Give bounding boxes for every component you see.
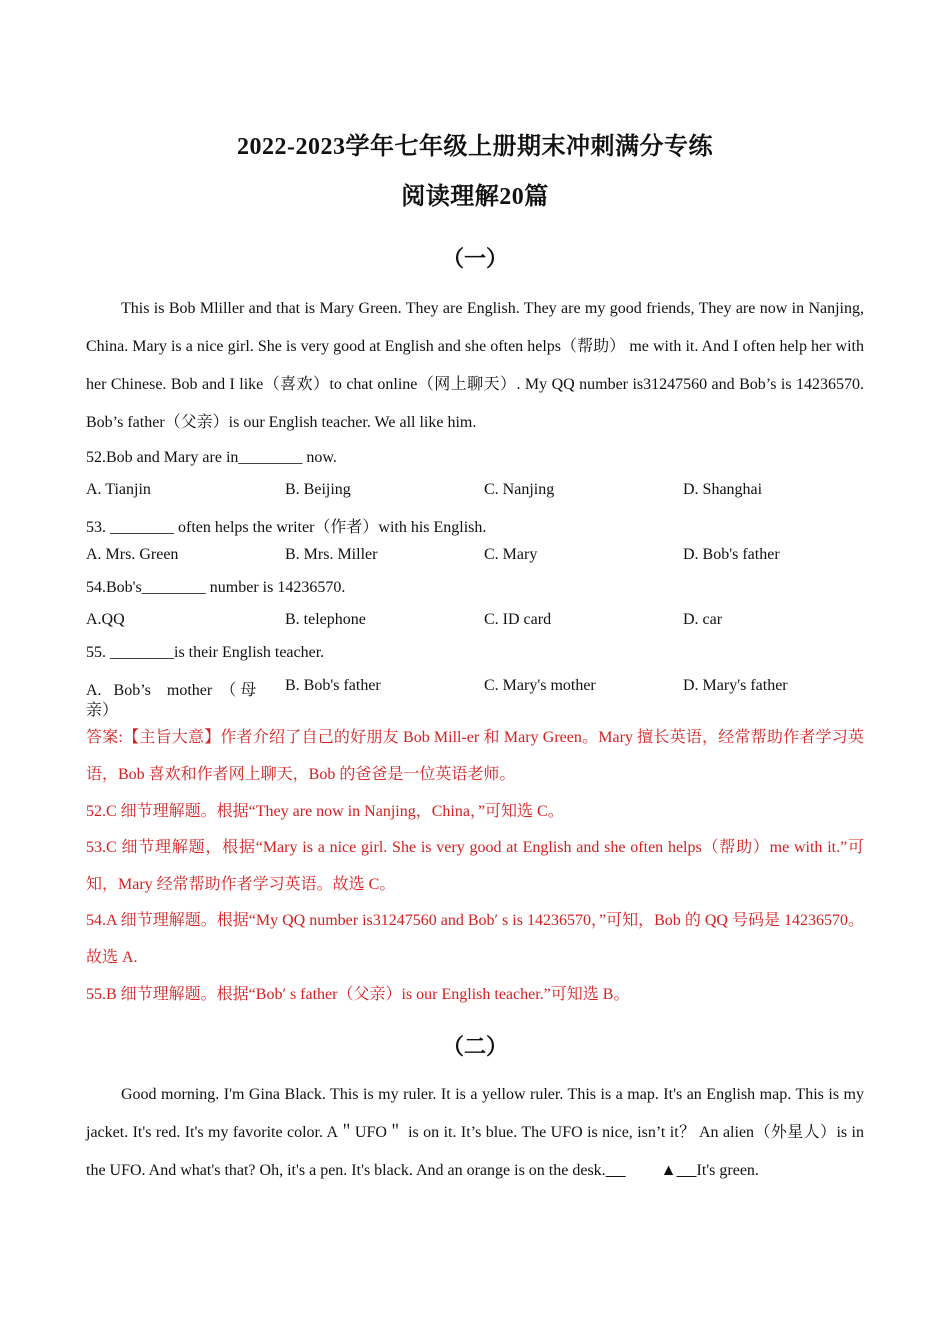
question-54-options (86, 611, 886, 633)
question-52-stem: 52.Bob and Mary are in________ now. (86, 449, 337, 466)
option-a: A. Tianjin (86, 481, 151, 498)
section-1-heading: （一） (441, 246, 508, 271)
answer-54: 54.A 细节理解题。根据“My QQ number is31247560 and Bob′ s is 14236570，”可知，Bob 的 QQ 号码是 14236570。故选 A. (86, 912, 864, 966)
section-2-heading: （二） (441, 1034, 508, 1059)
answer-52: 52.C 细节理解题。根据“They are now in Nanjing，China，”可知选 C。 (86, 803, 564, 820)
option-b: B. Bob's father (285, 677, 381, 694)
option-c: C. Mary (484, 546, 538, 563)
option-c: C. ID card (484, 611, 552, 628)
option-c: C. Mary's mother (484, 677, 596, 694)
option-a-wrap: 亲） (86, 702, 119, 719)
title-line-2: 阅读理解20篇 (401, 184, 549, 210)
option-a: A. Mrs. Green (86, 546, 179, 563)
passage-text-end: It's green. (696, 1162, 759, 1179)
option-b: B. telephone (285, 611, 366, 628)
option-a: A. Bob’s mother （ 母 (86, 682, 257, 699)
answer-blank (606, 1162, 697, 1179)
option-d: D. Bob's father (683, 546, 780, 563)
section-1-passage: This is Bob Mliller and that is Mary Green. They are English. They are my good friends, They are now in Nanjing, China. Mary is a nice girl. She is very good at English and she often helps（帮助） me with it. And I often help her with her Chinese. Bob and I like（喜欢）to chat online（网上聊天）. My QQ number is31247560 and Bob’s is 14236570. Bob’s father（父亲）is our English teacher. We all like him. (86, 300, 864, 431)
option-d: D. Mary's father (683, 677, 788, 694)
answer-summary: 答案:【主旨大意】作者介绍了自己的好朋友 Bob Mill-er 和 Mary Green。Mary 擅长英语，经常帮助作者学习英语，Bob 喜欢和作者网上聊天，Bob 的爸爸是一位英语老师。 (86, 729, 864, 783)
question-55-options (86, 677, 886, 699)
section-2-passage (86, 1076, 864, 1190)
option-d: D. car (683, 611, 723, 628)
question-52-options (86, 481, 886, 503)
title-line-1: 2022-2023学年七年级上册期末冲刺满分专练 (237, 134, 713, 160)
question-55-stem: 55. ________is their English teacher. (86, 644, 325, 661)
option-b: B. Mrs. Miller (285, 546, 378, 563)
option-b: B. Beijing (285, 481, 351, 498)
answer-53: 53.C 细节理解题，根据“Mary is a nice girl. She is very good at English and she often helps（帮助）me with it.”可知，Mary 经常帮助作者学习英语。故选 C。 (86, 839, 864, 893)
option-c: C. Nanjing (484, 481, 555, 498)
passage-text: Good morning. I'm Gina Black. This is my ruler. It is a yellow ruler. This is a map. It's an English map. This is my jacket. It's red. It's my favorite color. A＂UFO＂ is on it. It’s blue. The UFO is nice, isn’t it？ An alien（外星人）is in the UFO. And what's that? Oh, it's a pen. It's black. And an orange is on the desk. (86, 1086, 864, 1179)
question-53-options (86, 546, 886, 568)
answer-55: 55.B 细节理解题。根据“Bob′ s father（父亲）is our English teacher.”可知选 B。 (86, 986, 630, 1003)
triangle-marker-icon: ▲ (660, 1162, 677, 1179)
option-d: D. Shanghai (683, 481, 763, 498)
question-54-stem: 54.Bob's________ number is 14236570. (86, 579, 346, 596)
option-a: A.QQ (86, 611, 125, 628)
question-53-stem: 53. ________ often helps the writer（作者）with his English. (86, 519, 487, 536)
